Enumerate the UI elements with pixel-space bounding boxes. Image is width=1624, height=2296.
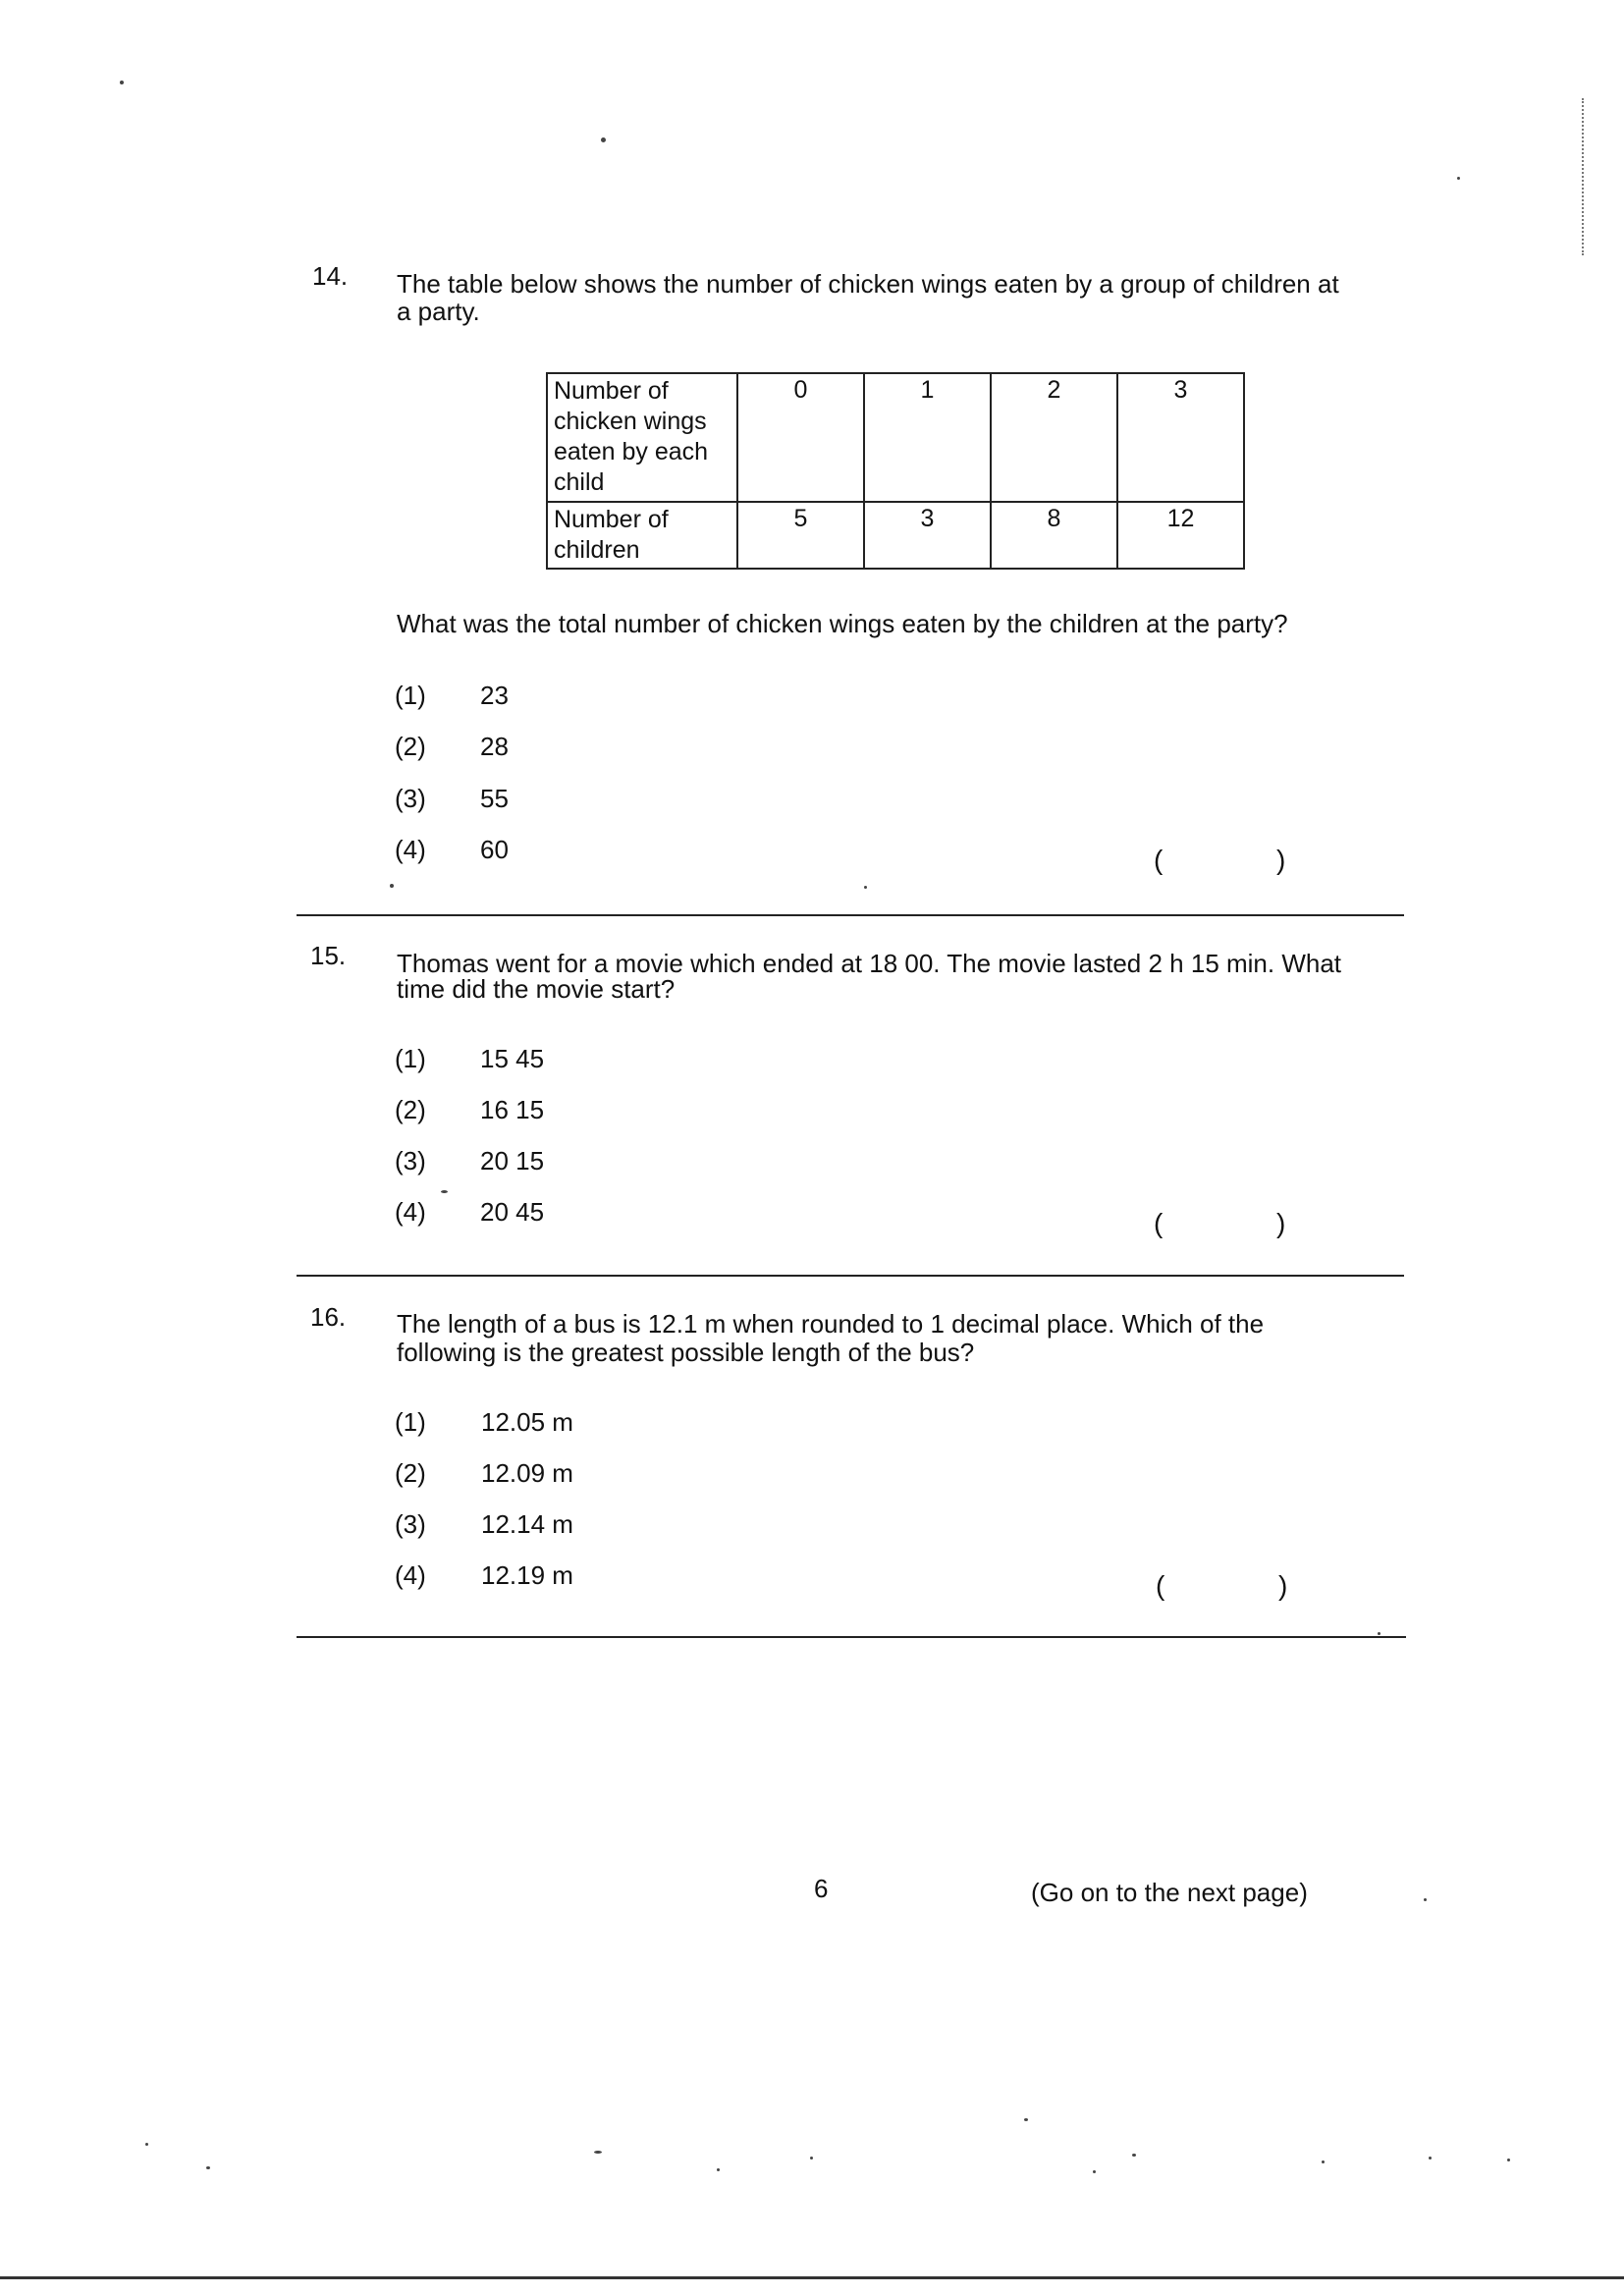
q16-number: 16. [310,1302,347,1332]
q16-text-line2: following is the greatest possible length of the bus? [397,1338,975,1367]
q15-answer-open-bracket: ( [1154,1208,1164,1238]
q16-option-value[interactable]: 12.09 m [481,1458,573,1488]
q16-option-label: (4) [395,1560,426,1590]
table-row [547,502,1244,569]
scan-speck [206,2166,210,2169]
scan-speck [594,2151,602,2154]
scan-speck [441,1190,448,1193]
scan-speck [1429,2157,1432,2159]
q14-number: 14. [312,261,349,291]
table-cell: 5 [737,502,864,569]
table-row [547,373,1244,502]
table-cell: 12 [1117,502,1244,569]
table-cell: 1 [864,373,991,502]
q14-text-line1: The table below shows the number of chicken wings eaten by a group of children at [397,269,1339,299]
scan-speck [810,2157,813,2159]
q15-option-label: (2) [395,1095,426,1124]
q16-text-line1: The length of a bus is 12.1 m when rounded to 1 decimal place. Which of the [397,1309,1265,1339]
q15-option-label: (1) [395,1044,426,1073]
q14-option-label: (4) [395,835,426,864]
q15-number: 15. [310,941,347,970]
q16-answer-open-bracket: ( [1156,1570,1165,1601]
scan-speck [1378,1632,1380,1635]
q15-answer-close-bracket: ) [1276,1208,1286,1238]
q15-text-line2: time did the movie start? [397,974,676,1004]
scan-speck [1507,2159,1510,2161]
scan-speck [1322,2160,1325,2163]
q14-answer-close-bracket: ) [1276,845,1286,875]
q16-divider [297,1636,1406,1638]
q14-text-line2: a party. [397,297,480,326]
scan-speck [120,81,124,84]
q16-option-value[interactable]: 12.14 m [481,1509,573,1539]
q14-option-value[interactable]: 23 [480,681,509,710]
table-cell: 0 [737,373,864,502]
scan-speck [1024,2118,1028,2121]
scan-speck [390,884,394,888]
q16-option-value[interactable]: 12.05 m [481,1407,573,1437]
q15-option-value[interactable]: 20 45 [480,1197,545,1227]
continue-note: (Go on to the next page) [1031,1878,1308,1907]
q16-answer-box[interactable] [1175,1572,1273,1604]
scan-speck [1424,1898,1427,1901]
scan-speck [717,2168,720,2171]
q16-option-label: (1) [395,1407,426,1437]
q14-divider [297,914,1404,916]
q16-answer-close-bracket: ) [1278,1570,1288,1601]
scan-edge-line [0,2276,1624,2279]
scan-margin-mark [1582,98,1585,255]
q15-option-value[interactable]: 15 45 [480,1044,545,1073]
table-cell: 8 [991,502,1117,569]
q15-option-label: (3) [395,1146,426,1175]
q14-option-label: (1) [395,681,426,710]
q14-option-value[interactable]: 28 [480,732,509,761]
q15-option-value[interactable]: 20 15 [480,1146,545,1175]
q14-option-label: (3) [395,784,426,813]
q16-option-label: (3) [395,1509,426,1539]
q15-text-line1: Thomas went for a movie which ended at 18 00. The movie lasted 2 h 15 min. What [397,949,1342,978]
q14-option-value[interactable]: 60 [480,835,509,864]
q14-question: What was the total number of chicken wings eaten by the children at the party? [397,609,1288,638]
chicken-wings-table [546,372,1245,570]
scan-speck [1093,2170,1096,2173]
table-cell: 3 [1117,373,1244,502]
q16-option-value[interactable]: 12.19 m [481,1560,573,1590]
scan-speck [601,137,606,142]
table-cell: 2 [991,373,1117,502]
scan-speck [864,886,867,889]
q16-option-label: (2) [395,1458,426,1488]
q14-answer-open-bracket: ( [1154,845,1164,875]
table-cell: 3 [864,502,991,569]
scan-speck [1457,177,1460,180]
q14-option-value[interactable]: 55 [480,784,509,813]
q14-answer-box[interactable] [1173,847,1272,878]
page-number: 6 [814,1874,829,1903]
table-row-header-wings: Number of chicken wings eaten by each child [547,373,737,502]
scan-speck [1132,2154,1136,2157]
q15-option-label: (4) [395,1197,426,1227]
q15-answer-box[interactable] [1173,1210,1272,1241]
scan-speck [145,2143,148,2146]
q15-option-value[interactable]: 16 15 [480,1095,545,1124]
q15-divider [297,1275,1404,1277]
q14-option-label: (2) [395,732,426,761]
table-row-header-children: Number of children [547,502,737,569]
